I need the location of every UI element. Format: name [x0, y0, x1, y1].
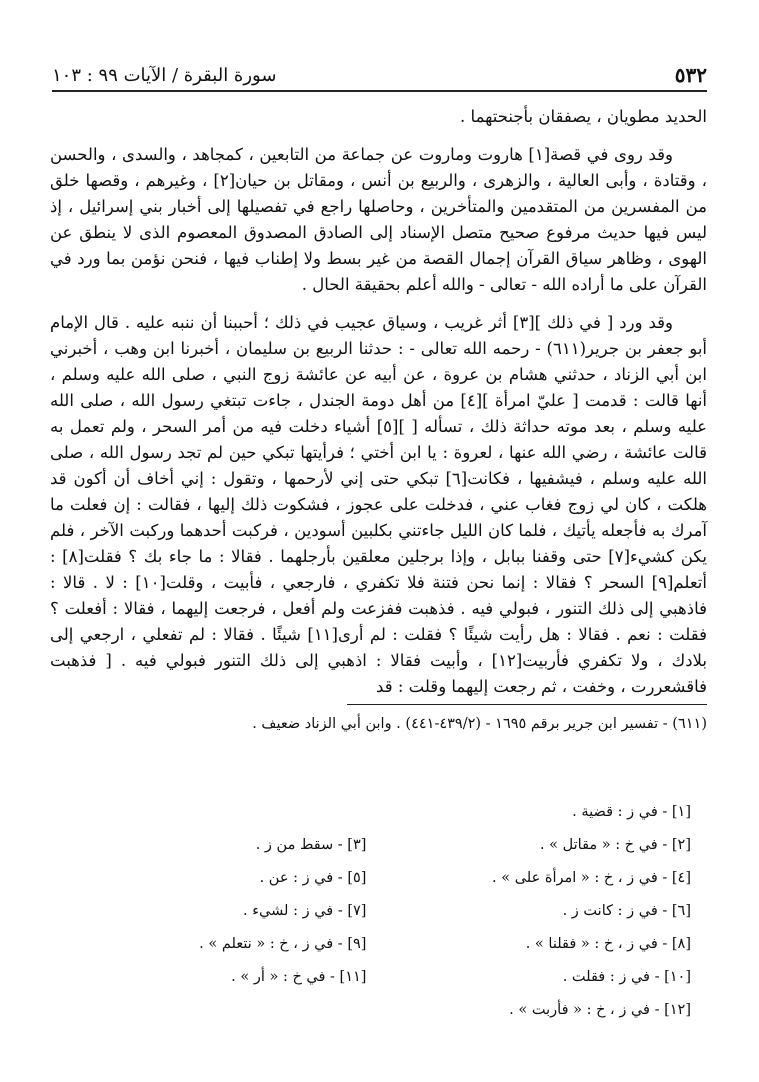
variant-note: [٨] - في ز ، خ : « فقلنا » . — [525, 936, 691, 952]
footnote: (٦١١) - تفسير ابن جرير برقم ١٦٩٥ - (٤٣٩/٢-٤٤١) . وابن أبي الزناد ضعيف . — [252, 716, 707, 732]
variant-note: [٣] - سقط من ز . — [255, 837, 367, 853]
variant-note: [٩] - في ز ، خ : « نتعلم » . — [199, 936, 367, 952]
variant-note: [١٢] - في ز ، خ : « فأربت » . — [509, 1002, 691, 1018]
footnote-divider — [347, 704, 707, 705]
variant-column-left — [90, 796, 366, 1027]
variant-note: [٧] - في ز : لشيء . — [243, 903, 367, 919]
variant-column-right — [415, 796, 691, 1027]
variant-note: [٦] - في ز : كانت ز . — [562, 903, 691, 919]
page-number: ٥٣٢ — [674, 63, 707, 87]
variant-note: [٥] - في ز : عن . — [259, 870, 367, 886]
paragraph: وقد روى في قصة[١] هاروت وماروت عن جماعة من التابعين ، كمجاهد ، والسدى ، والحسن ، وقتادة ، وأبى العالية ، والزهرى ، والربيع بن أنس ، ومقاتل بن حيان[٢] ، وغيرهم ، وقصها خلق من المفسرين من المتقدمين والمتأخرين ، وحاصلها راجع في تفصيلها إلى أخبار بني إسرائيل ، إذ ليس فيها حديث مرفوع صحيح متصل الإسناد إلى الصادق المصدوق المعصوم الذى لا ينطق عن الهوى ، وظاهر سياق القرآن إجمال القصة من غير بسط ولا إطناب فيها ، فنحن نؤمن بما ورد في القرآن على ما أراده الله - تعالى - والله أعلم بحقيقة الحال . — [50, 145, 707, 294]
variant-note: [١٠] - في ز : فقلت . — [562, 969, 691, 985]
page-header — [52, 60, 707, 92]
running-title: سورة البقرة / الآيات ٩٩ : ١٠٣ — [52, 64, 277, 86]
variant-note: [٢] - في خ : « مقاتل » . — [539, 837, 691, 853]
variant-note: [١] - في ز : قضية . — [572, 804, 691, 820]
paragraph: الحديد مطويان ، يصفقان بأجنحتهما . — [460, 107, 707, 126]
variant-note: [١١] - في خ : « أر » . — [231, 969, 367, 985]
variant-note: [٤] - في ز ، خ : « امرأة على » . — [492, 870, 691, 886]
main-text — [50, 104, 707, 712]
paragraph: وقد ورد [ في ذلك ][٣] أثر غريب ، وسياق عجيب في ذلك ؛ أحببنا أن ننبه عليه . قال الإمام أبو جعفر بن جرير(٦١١) - رحمه الله تعالى - : حدثنا الربيع بن سليمان ، أخبرنا ابن وهب ، أخبرني ابن أبي الزناد ، حدثني هشام بن عروة ، عن أبيه عن عائشة زوج النبي ، صلى الله عليه وسلم ، أنها قالت : قدمت [ عليّ امرأة ][٤] من أهل دومة الجندل ، جاءت تبتغي رسول الله ، صلى الله عليه وسلم ، بعد موته حداثة ذلك ، تسأله [ ][٥] أشياء دخلت فيه من أمر السحر ، ولم تعمل به قالت عائشة ، رضي الله عنها ، لعروة : يا ابن أختي ؛ فرأيتها تبكي حين لم تجد رسول الله ، صلى الله عليه وسلم ، فيشفيها ، فكانت[٦] تبكي حتى إني لأرحمها ، وتقول : إني أخاف أن أكون قد هلكت ، كان لي زوج فغاب عني ، فدخلت على عجوز ، فشكوت ذلك إليها ، فقالت : إن فعلت ما آمرك به فأجعله يأتيك ، فلما كان الليل جاءتني بكلبين أسودين ، فركبت أحدهما وركبت الآخر ، فلم يكن كشيء[٧] حتى وقفنا ببابل ، وإذا برجلين معلقين بأرجلهما . فقالا : ما جاء بك ؟ فقلت[٨] : أتعلم[٩] السحر ؟ فقالا : إنما نحن فتنة فلا تكفري ، فارجعي ، فأبيت ، وقلت[١٠] : لا . قالا : فاذهبي إلى ذلك التنور ، فبولي فيه . فذهبت ففزعت ولم أفعل ، فرجعت إليهما ، فقالا : أفعلت ؟ فقلت : نعم . فقالا : هل رأيت شيئًا ؟ فقلت : لم أرى[١١] شيئًا . فقالا : لم تفعلي ، ارجعي إلى بلادك ، ولا تكفري فأربيت[١٢] ، وأبيت فقالا : اذهبي إلى ذلك التنور فبولي فيه . [ فذهبت فاقشعررت ، وخفت ، ثم رجعت إليهما وقلت : قد — [50, 313, 708, 696]
variant-notes — [90, 796, 691, 1027]
